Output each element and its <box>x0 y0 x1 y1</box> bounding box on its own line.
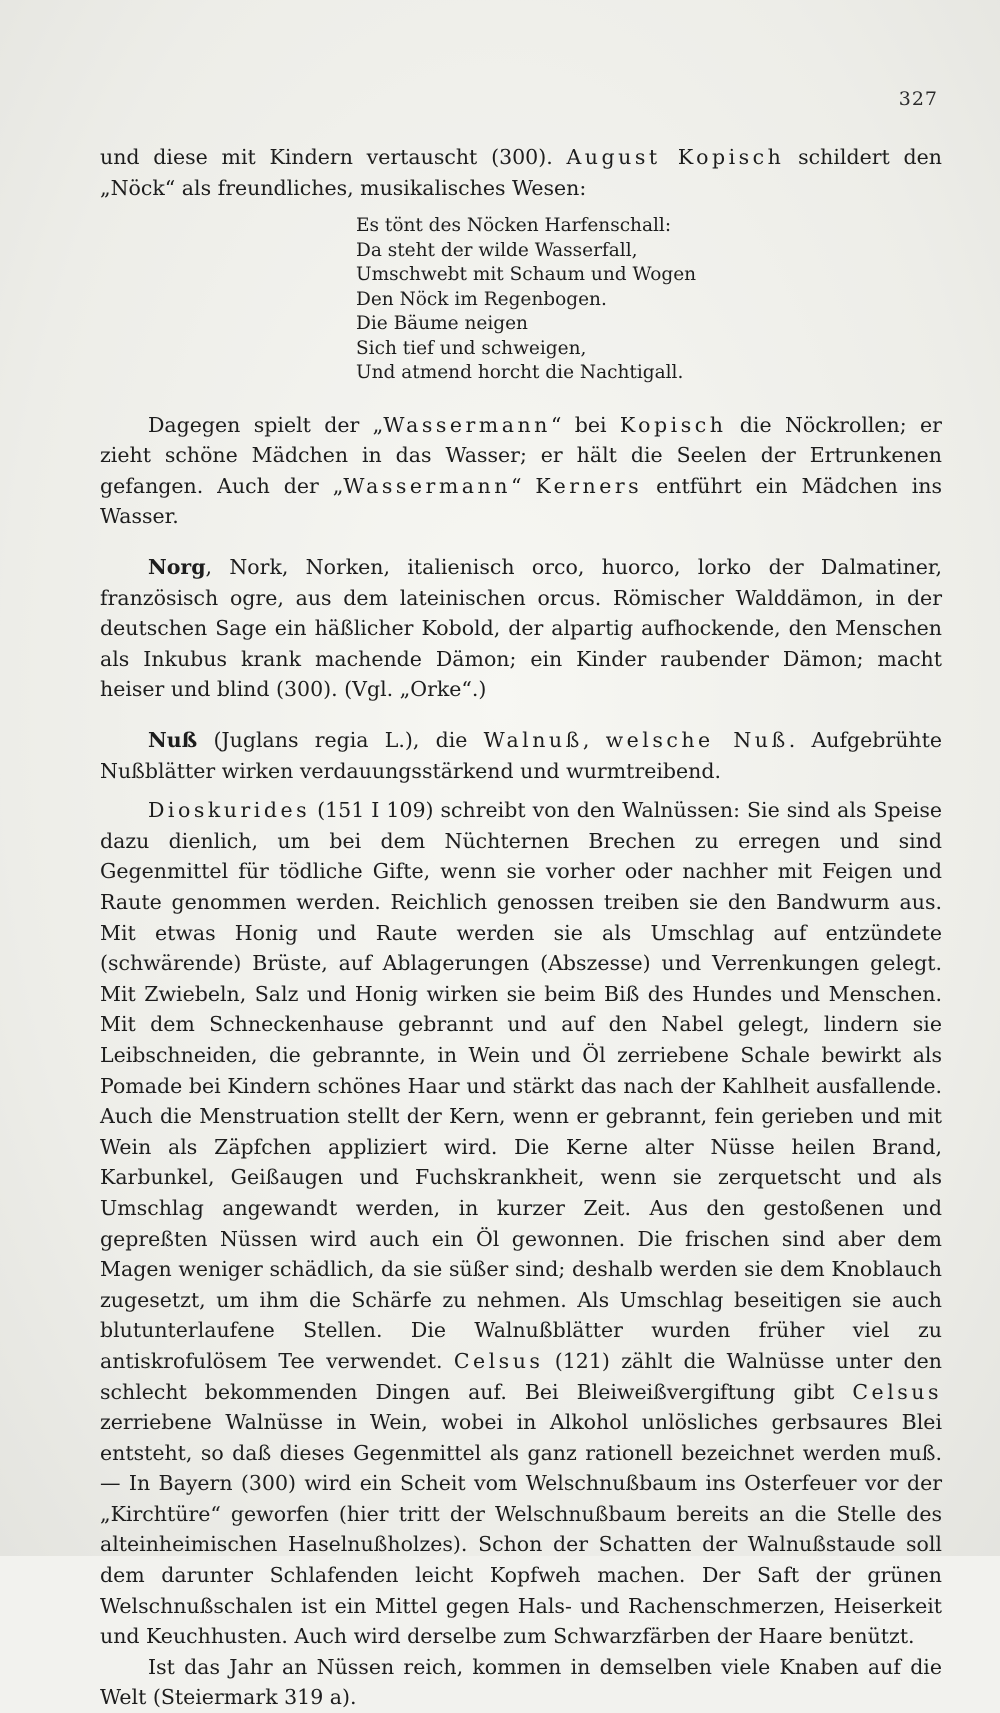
text-run: (Juglans regia L.), die <box>197 728 484 753</box>
entry-norg <box>100 552 942 705</box>
poem-line: Und atmend horcht die Nachtigall. <box>356 362 684 384</box>
text-run: und diese mit Kindern vertauscht (300). <box>100 145 567 169</box>
entry-body: , Nork, Norken, italienisch orco, huorco, lorko der Dalmatiner, französisch ogre, aus dem lateinischen orcus. Römischer Walddämon, in der deutschen Sage ein häßlicher Kobold, der alpartig aufhockende, den Menschen als Inkubus krank machende Dämon; ein Kinder raubender Dämon; macht heiser und blind (300). (Vgl. „Orke“.) <box>100 555 942 702</box>
author-celsus: Celsus <box>852 1379 942 1404</box>
page-number: 327 <box>898 88 938 110</box>
text-run: “ bei <box>550 412 620 437</box>
poem-block <box>356 214 942 386</box>
term-walnuss: Walnuß <box>483 728 583 753</box>
entry-nuss <box>100 725 942 786</box>
poem-line: Es tönt des Nöcken Harfenschall: <box>356 215 672 237</box>
author-kopisch: Kopisch <box>619 412 727 437</box>
paragraph-kopisch-intro <box>100 142 942 203</box>
term-wassermann: Wassermann <box>343 473 511 498</box>
author-dioskurides: Dioskurides <box>148 798 311 823</box>
poem-line: Die Bäume neigen <box>356 313 528 335</box>
poem-line: Sich tief und schweigen, <box>356 337 587 359</box>
author-kerner: Kerners <box>535 473 643 498</box>
paragraph-dioskurides <box>100 795 942 1652</box>
text-run: Dagegen spielt der „ <box>148 412 384 437</box>
author-celsus: Celsus <box>453 1348 544 1373</box>
text-run: (151 I 109) schreibt von den Walnüssen: Sie sind als Speise dazu dienlich, um bei dem Nüchternen Brechen zu erregen und sind Gegenmittel für tödliche Gifte, wenn sie vorher oder nachher mit Feigen und Raute genommen werden. Reichlich genossen treiben sie den Bandwurm aus. Mit etwas Honig und Raute werden sie als Umschlag auf entzündete (schwärende) Brüste, auf Ablagerungen (Abszesse) und Verrenkungen gelegt. Mit Zwiebeln, Salz und Honig wirken sie beim Biß des Hundes und Menschen. Mit dem Schneckenhause gebrannt und auf den Nabel gelegt, lindern sie Leibschneiden, die gebrannte, in Wein und Öl zerriebene Schale bewirkt als Pomade bei Kindern schönes Haar und stärkt das nach der Kahlheit ausfallende. Auch die Menstruation stellt der Kern, wenn er gebrannt, fein gerieben und mit Wein als Zäpfchen appliziert wird. Die Kerne alter Nüsse heilen Brand, Karbunkel, Geißaugen und Fuchskrankheit, wenn sie zerquetscht und als Umschlag angewandt werden, in kurzer Zeit. Aus den gestoßenen und gepreßten Nüssen wird auch ein Öl gewonnen. Die frischen sind aber dem Magen weniger schädlich, da sie süßer sind; deshalb werden sie dem Knoblauch zugesetzt, um ihm die Schärfe zu nehmen. Als Umschlag beseitigen sie auch blutunterlaufene Stellen. Die Walnußblätter wurden früher viel zu antiskrofulösem Tee verwendet. <box>100 798 942 1373</box>
entry-headword: Norg <box>148 555 206 580</box>
paragraph-steiermark: Ist das Jahr an Nüssen reich, kommen in demselben viele Knaben auf die Welt (Steiermark 319 a). <box>100 1654 942 1710</box>
term-wassermann: Wassermann <box>383 412 551 437</box>
text-run: die Nöckrollen; er zieht schöne Mädchen in das Wasser; er hält die Seelen der Ertrunkenen gefangen. Auch der „ <box>100 412 942 498</box>
poem-line: Da steht der wilde Wasserfall, <box>356 239 638 261</box>
entry-headword: Nuß <box>148 728 198 753</box>
term-welsche-nuss: welsche Nuß <box>605 728 789 753</box>
text-run: zerriebene Walnüsse in Wein, wobei in Alkohol unlösliches gerbsaures Blei entsteht, so daß dieses Gegenmittel als ganz rationell bezeichnet werden muß. — In Bayern (300) wird ein Scheit vom Welschnußbaum ins Osterfeuer vor der „Kirchtüre“ geworfen (hier tritt der Welschnußbaum bereits an die Stelle des alteinheimischen Haselnußholzes). Schon der Schatten der Walnußstaude soll dem darunter Schlafenden leicht Kopfweh machen. Der Saft der grünen Welschnußschalen ist ein Mittel gegen Hals- und Rachenschmerzen, Heiserkeit und Keuchhusten. Auch wird derselbe zum Schwarzfärben der Haare benützt. <box>100 1410 942 1649</box>
text-run: schildert den „Nöck“ als freundliches, musikalisches Wesen: <box>100 145 942 200</box>
poem-line: Den Nöck im Regenbogen. <box>356 288 607 310</box>
text-run: , <box>582 728 606 753</box>
poem-line: Umschwebt mit Schaum und Wogen <box>356 264 697 286</box>
text-run: entführt ein Mädchen ins Wasser. <box>100 473 943 529</box>
text-run: . Aufgebrühte Nußblätter wirken verdauungsstärkend und wurmtreibend. <box>100 728 942 783</box>
body-text <box>100 142 942 1713</box>
text-run: (121) zählt die Walnüsse unter den schlecht bekommenden Dingen auf. Bei Bleiweißvergiftung gibt <box>100 1348 943 1404</box>
text-run: “ <box>510 473 536 498</box>
author-kopisch: August Kopisch <box>566 145 785 169</box>
paragraph-wassermann <box>100 410 942 532</box>
